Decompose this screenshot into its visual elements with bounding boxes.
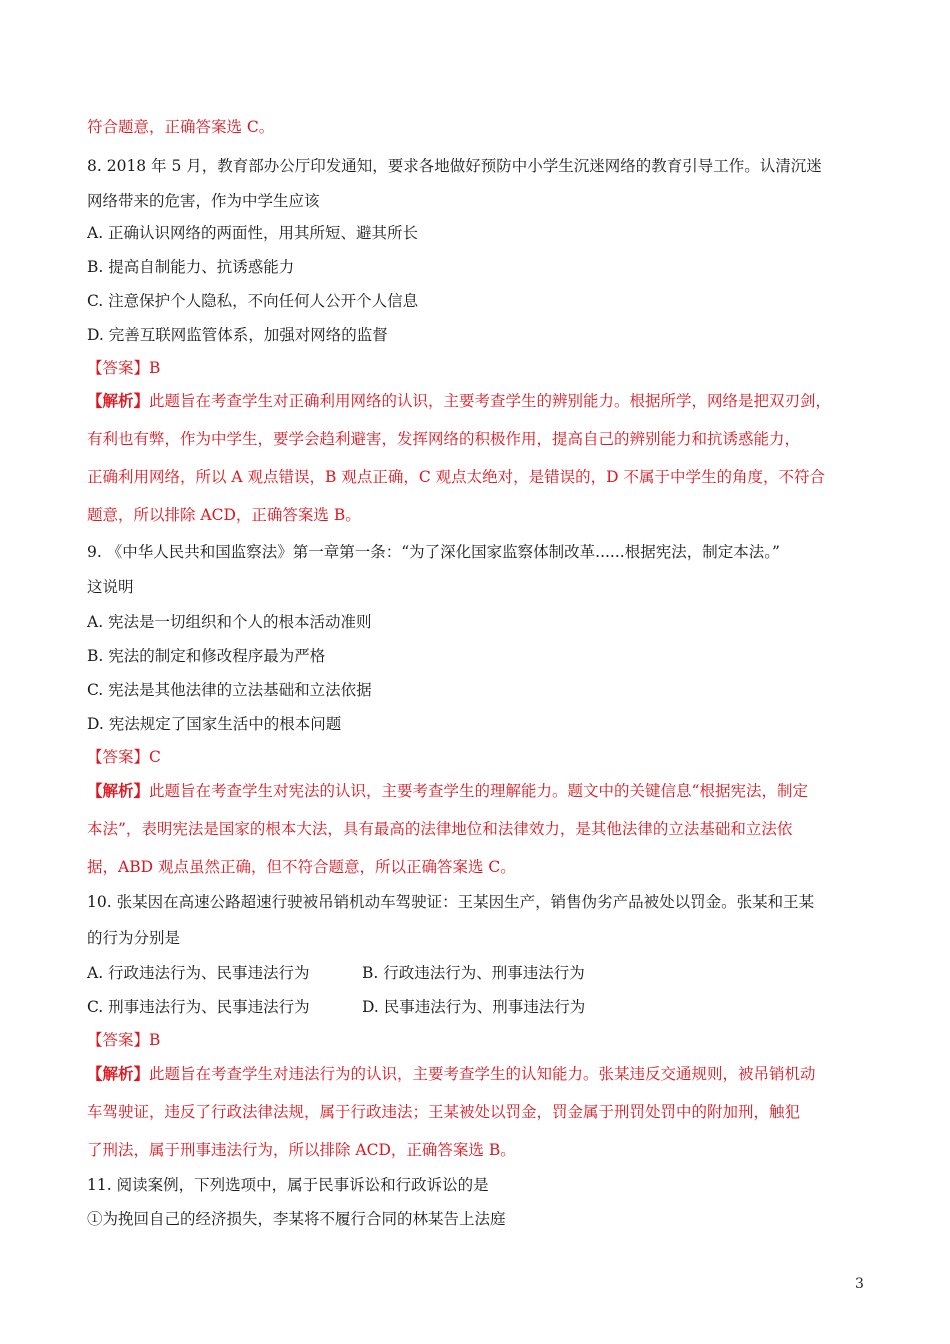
- line-text: A. 正确认识网络的两面性，用其所短、避其所长: [87, 224, 419, 242]
- analysis-text: 此题旨在考查学生对宪法的认识，主要考查学生的理解能力。题文中的关键信息“根据宪法，制定: [149, 782, 808, 800]
- text-line: [87, 466, 870, 488]
- line-text: 正确利用网络，所以 A 观点错误，B 观点正确，C 观点太绝对，是错误的，D 不属于中学生的角度，不符合: [87, 468, 826, 486]
- text-line: [87, 856, 870, 878]
- text-line: [87, 818, 870, 840]
- text-line: [87, 1139, 870, 1161]
- text-line: [87, 679, 870, 701]
- text-line: [87, 541, 870, 563]
- text-line: [87, 891, 870, 913]
- analysis-label: 【解析】: [87, 1064, 150, 1083]
- line-text: 【答案】C: [87, 748, 161, 766]
- line-text: D. 完善互联网监管体系，加强对网络的监督: [87, 326, 388, 344]
- text-line: [87, 324, 870, 346]
- text-line: [87, 780, 870, 802]
- text-line: [87, 713, 870, 735]
- text-line: [87, 256, 870, 278]
- text-line: [87, 357, 870, 379]
- text-line: [87, 1208, 870, 1230]
- text-line: [87, 1063, 870, 1085]
- line-text: A. 行政违法行为、民事违法行为: [87, 964, 310, 982]
- line-text: 11. 阅读案例，下列选项中，属于民事诉讼和行政诉讼的是: [87, 1176, 489, 1194]
- line-text: 据，ABD 观点虽然正确，但不符合题意，所以正确答案选 C。: [87, 858, 516, 876]
- line-text: 【答案】B: [87, 1031, 161, 1049]
- option-second-column: D. 民事违法行为、刑事违法行为: [362, 998, 586, 1016]
- analysis-text: 此题旨在考查学生对违法行为的认识，主要考查学生的认知能力。张某违反交通规则，被吊销机动: [149, 1065, 816, 1083]
- text-line: [87, 190, 870, 212]
- analysis-text: 此题旨在考查学生对正确利用网络的认识，主要考查学生的辨别能力。根据所学，网络是把双刃剑，: [149, 392, 832, 410]
- line-text: 的行为分别是: [87, 929, 181, 947]
- text-line: [87, 222, 870, 244]
- line-text: 题意，所以排除 ACD，正确答案选 B。: [87, 506, 361, 524]
- line-text: 了刑法，属于刑事违法行为，所以排除 ACD，正确答案选 B。: [87, 1141, 516, 1159]
- text-line: [87, 996, 870, 1018]
- text-line: [87, 116, 870, 138]
- line-text: 【答案】B: [87, 359, 161, 377]
- text-line: [87, 390, 870, 412]
- line-text: B. 提高自制能力、抗诱惑能力: [87, 258, 295, 276]
- text-line: [87, 927, 870, 949]
- text-line: [87, 611, 870, 633]
- line-text: 本法”，表明宪法是国家的根本大法，具有最高的法律地位和法律效力，是其他法律的立法基础和立法依: [87, 820, 793, 838]
- line-text: D. 宪法规定了国家生活中的根本问题: [87, 715, 342, 733]
- line-text: 10. 张某因在高速公路超速行驶被吊销机动车驾驶证：王某因生产，销售伪劣产品被处以罚金。张某和王某: [87, 893, 815, 911]
- text-line: [87, 576, 870, 598]
- text-line: [87, 1174, 870, 1196]
- text-line: [87, 155, 870, 177]
- analysis-label: 【解析】: [87, 781, 150, 800]
- line-text: 网络带来的危害，作为中学生应该: [87, 192, 320, 210]
- text-line: [87, 504, 870, 526]
- line-text: A. 宪法是一切组织和个人的根本活动准则: [87, 613, 372, 631]
- line-text: 有利也有弊，作为中学生，要学会趋利避害，发挥网络的积极作用，提高自己的辨别能力和抗诱惑能力，: [87, 430, 801, 448]
- text-line: [87, 962, 870, 984]
- page-number: 3: [855, 1276, 864, 1292]
- line-text: 8. 2018 年 5 月，教育部办公厅印发通知，要求各地做好预防中小学生沉迷网络的教育引导工作。认清沉迷: [87, 157, 822, 175]
- text-line: [87, 645, 870, 667]
- text-line: [87, 290, 870, 312]
- text-line: [87, 428, 870, 450]
- line-text: C. 注意保护个人隐私，不向任何人公开个人信息: [87, 292, 419, 310]
- text-line: [87, 1029, 870, 1051]
- option-second-column: B. 行政违法行为、刑事违法行为: [362, 964, 585, 982]
- line-text: 车驾驶证，违反了行政法律法规，属于行政违法；王某被处以罚金，罚金属于刑罚处罚中的附加刑，触犯: [87, 1103, 801, 1121]
- line-text: 符合题意，正确答案选 C。: [87, 118, 275, 136]
- line-text: B. 宪法的制定和修改程序最为严格: [87, 647, 326, 665]
- line-text: 9. 《中华人民共和国监察法》第一章第一条：“为了深化国家监察体制改革......根据宪法，制定本法。”: [87, 543, 780, 561]
- line-text: 这说明: [87, 578, 134, 596]
- line-text: C. 刑事违法行为、民事违法行为: [87, 998, 310, 1016]
- analysis-label: 【解析】: [87, 391, 150, 410]
- text-line: [87, 746, 870, 768]
- text-line: [87, 1101, 870, 1123]
- line-text: C. 宪法是其他法律的立法基础和立法依据: [87, 681, 372, 699]
- line-text: ①为挽回自己的经济损失，李某将不履行合同的林某告上法庭: [87, 1210, 506, 1228]
